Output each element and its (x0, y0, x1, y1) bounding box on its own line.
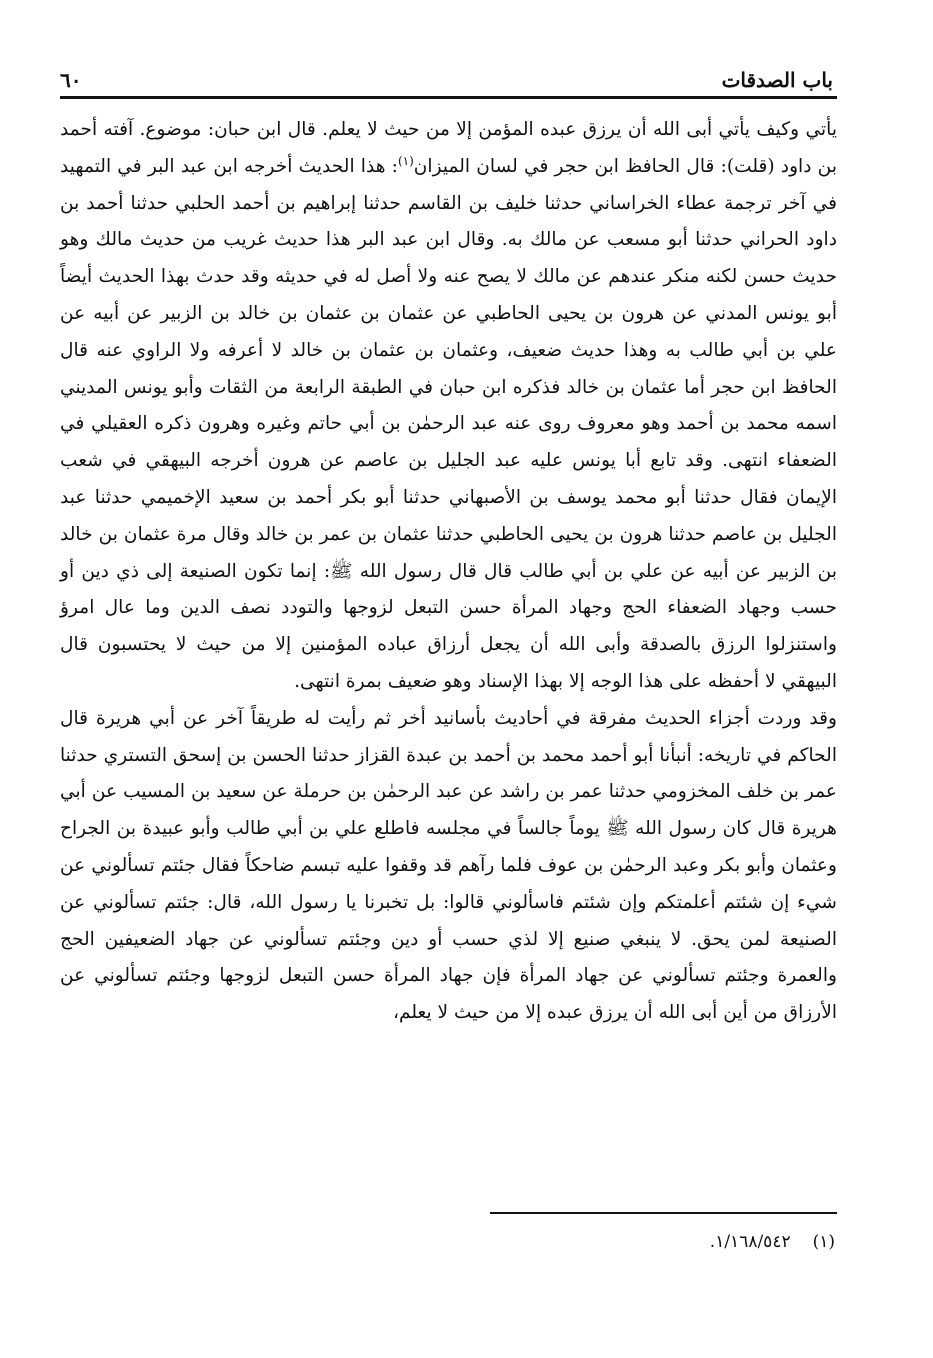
footnote (710, 1232, 835, 1252)
header-divider (60, 96, 837, 99)
footnote-number: (١) (812, 1232, 835, 1252)
paragraph-2: وقد وردت أجزاء الحديث مفرقة في أحاديث بأسانيد أخر ثم رأيت له طريقاً آخر عن أبي هريرة قال الحاكم في تاريخه: أنبأنا أبو أحمد محمد بن أحمد بن عبدة القزاز حدثنا الحسن بن إسحق التستري حدثنا عمر بن خلف المخزومي حدثنا عمر بن راشد عن عبد الرحمٰن بن حرملة عن سعيد بن المسيب عن أبي هريرة قال كان رسول الله ﷺ يوماً جالساً في مجلسه فاطلع علي بن أبي طالب وأبو عبيدة بن الجراح وعثمان وأبو بكر وعبد الرحمٰن بن عوف فلما رآهم قد وقفوا عليه تبسم ضاحكاً فقال جئتم تسألوني عن شيء إن شئتم أعلمتكم وإن شئتم فاسألوني قالوا: بل تخبرنا يا رسول الله، قال: جئتم تسألوني عن الصنيعة لمن يحق. لا ينبغي صنيع إلا لذي حسب أو دين وجئتم تسألوني عن جهاد الضعيفين الحج والعمرة وجئتم تسألوني عن جهاد المرأة فإن جهاد المرأة حسن التبعل لزوجها وجئتم تسألوني عن الأرزاق من أين أبى الله أن يرزق عبده إلا من حيث لا يعلم، (60, 707, 837, 1024)
footnote-text: ١/١٦٨/٥٤٢. (709, 1232, 791, 1252)
page-number: ٦٠ (60, 68, 82, 92)
paragraph-1-part-a: يأتي وكيف يأتي أبى الله أن يرزق عبده المؤمن إلا من حيث لا يعلم. قال ابن حبان: موضوع. آفته أحمد بن داود (قلت): قال الحافظ ابن حجر في لسان الميزان (60, 119, 837, 177)
paragraph-1-part-b: : هذا الحديث أخرجه ابن عبد البر في التمهيد في آخر ترجمة عطاء الخراساني حدثنا خليف بن القاسم حدثنا إبراهيم بن أحمد الحلبي حدثنا أحمد بن داود الحراني حدثنا أبو مسعب عن مالك به. وقال ابن عبد البر هذا حديث غريب من حديث مالك وهو حديث حسن لكنه منكر عندهم عن مالك لا يصح عنه ولا أصل له في حديثه وقد حدث بهذا الحديث أيضاً أبو يونس المدني عن هرون بن يحيى الحاطبي عن عثمان بن عثمان بن خالد بن الزبير عن أبيه عن علي بن أبي طالب به وهذا حديث ضعيف، وعثمان بن عثمان بن خالد لا أعرفه ولا الراوي عنه قال الحافظ ابن حجر أما عثمان بن خالد فذكره ابن حبان في الطبقة الرابعة من الثقات وأبو يونس المديني اسمه محمد بن أحمد وهو معروف روى عنه عبد الرحمٰن بن أبي حاتم وغيره وهرون ذكره العقيلي في الضعفاء انتهى. وقد تابع أبا يونس عليه عبد الجليل بن عاصم عن هرون أخرجه البيهقي في شعب الإيمان فقال حدثنا أبو محمد يوسف بن الأصبهاني حدثنا أبو بكر أحمد بن سعيد الإخميمي حدثنا عبد الجليل بن عاصم حدثنا هرون بن يحيى الحاطبي حدثنا عثمان بن عمر بن خالد وقال مرة عثمان بن خالد بن الزبير عن أبيه عن علي بن أبي طالب قال قال رسول الله ﷺ: إنما تكون الصنيعة إلى ذي دين أو حسب وجهاد الضعفاء الحج وجهاد المرأة حسن التبعل لزوجها والتودد نصف الدين وما عال امرؤ واستنزلوا الرزق بالصدقة وأبى الله أن يجعل أرزاق عباده المؤمنين إلا من حيث لا يحتسبون قال البيهقي لا أحفظه على هذا الوجه إلا بهذا الإسناد وهو ضعيف بمرة انتهى. (60, 155, 837, 692)
footnote-divider (490, 1212, 837, 1214)
footnote-reference[interactable]: (١) (397, 153, 414, 168)
paragraph-1 (60, 112, 837, 701)
page-header (60, 58, 833, 92)
chapter-title: باب الصدقات (721, 68, 833, 92)
main-text (60, 112, 837, 1032)
